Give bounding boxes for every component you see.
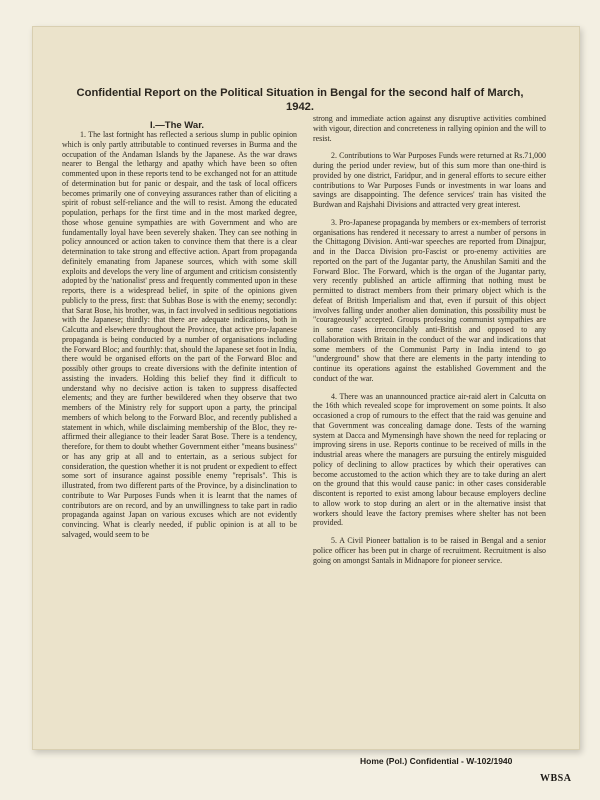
paragraph-4: 4. There was an unannounced practice air-raid alert in Calcutta on the 16th which revealed scope for improvement on some points. It also occasioned a crop of rumours to the effect that the raid was genuine and that Government was concealing damage done. Tests of the warning system at Dacca and Mymensingh have shown the need for replacing or improving sirens in use. Reports continue to be received of mills in the industrial areas where the managers are pursuing the entirely misguided policy of declining to allow practices by which their operatives can become accustomed to the action which they are to take during an alert on the ground that this would cause panic: in other cases considerable discontent is reported to exist among labour because employers decline to allow work to stop during an alert or in the alternative insist that workers should leave the factory premises where shelter has not been provided. (313, 391, 546, 528)
left-column (62, 130, 297, 548)
archive-mark: WBSA (540, 773, 572, 784)
right-column (313, 114, 546, 573)
paragraph-3: 3. Pro-Japanese propaganda by members or ex-members of terrorist organisations has rendered it necessary to arrest a number of persons in the Chittagong Division. Anti-war speeches are reported from Dinajpur, and in the Dacca Division pro-Fascist or pro-enemy activities are reported on the part of the Jugantar party, the Anushilan Samiti and the Forward Bloc. The Forward, which is the organ of the Jugantar party, very recently published an article affirming that nothing must be permitted to distract members from their primary object which is the defeat of British Imperialism and that, even if pursuit of this object involves falling under another alien domination, this possibility must be "courageously" accepted. Groups professing communist sympathies are in some cases irreconcilably anti-British and opposed to any collaboration with Britain in the conduct of the war and indications that some members of the Communist Party in India intend to go "underground" show that there are elements in the party intending to continue its operations against the established Government and the conduct of the war. (313, 217, 546, 383)
paragraph-1-continued: strong and immediate action against any disruptive activities combined with vigour, direction and concreteness in rallying opinion and the will to resist. (313, 114, 546, 143)
section-heading: I.—The War. (150, 120, 205, 131)
paragraph-5: 5. A Civil Pioneer battalion is to be raised in Bengal and a senior police officer has been put in charge of recruitment. Recruitment is also going on amongst Santals in Midnapore for pioneer service. (313, 536, 546, 565)
document-title: Confidential Report on the Political Situation in Bengal for the second half of March, 1942. (76, 87, 524, 113)
footer-reference: Home (Pol.) Confidential - W-102/1940 (360, 756, 513, 766)
paragraph-2: 2. Contributions to War Purposes Funds were returned at Rs.71,000 during the period under review, but of this sum more than one-third is provided by one district, Faridpur, and in general efforts to secure either contributions to War Purposes Funds or investments in war loans and savings are disappointing. The defence services' train has visited the Burdwan and Rajshahi Divisions and attracted very great interest. (313, 151, 546, 209)
paragraph-1: 1. The last fortnight has reflected a serious slump in public opinion which is only partly attributable to continued reverses in Burma and the occupation of the Andaman Islands by the Japanese. As the war draws nearer to Bengal the lethargy and apathy which have been so often commented upon in these reports tend to be exchanged not for an attitude of determination but for panic or despair, and the task of local officers becomes primarily one of conveying assurances rather than of eliciting a spirit of robust self-reliance and the will to resist. Among the educated population, perhaps for the first time and in the most marked degree, those whose genuine sympathies are with Government and who are fundamentally loyal have been severely shaken. They can see nothing in policy announced or action taken to convince them that there is a clear determination to take strong and effective action. Apart from propaganda definitely emanating from Japanese sources, which with some skill exploits and develops the very line of argument and criticism consistently adopted by the 'nationalist' press and frequently commented upon in these reports, there is a widespread belief, in spite of the opinions given publicly to the press, first: that Subhas Bose is with the enemy; secondly: that Sarat Bose, his brother, was, in fact involved in seditious negotiations with the Japanese; thirdly: that there are adequate indications, both in Calcutta and elsewhere throughout the Province, that active pro-Japanese propaganda is being conducted by a number of organisations including the Forward Bloc; and fourthly: that, should the Japanese set foot in India, there would be organised efforts on the part of the Forward Bloc and possibly other groups to create diversions with the definite intention of assisting the invaders. Holding this belief they find it difficult to understand why no decisive action is taken to suppress disaffected elements; and they are further bewildered when they observe that two members of the Ministry rely for support upon a party, the principal members of which belong to the Forward Bloc, and recently published a statement in which, while disclaiming membership of the Bloc, they re-affirmed their allegiance to their leader Sarat Bose. There is a tendency, therefore, for them to doubt whether Government either "means business" or has any grip at all and to entertain, as a serious subject for consideration, the question whether it is not prudent or expedient to effect some sort of insurance against possible enemy "reprisals". This is illustrated, from two different parts of the Province, by a disinclination to contribute to War Purposes Funds when it is learnt that the names of contributors are on record, and by an unwillingness to take part in radio propaganda against Japan on various excuses which are not evidently convincing. What is clearly needed, if public opinion is at all to be salvaged, would seem to be (62, 130, 297, 539)
